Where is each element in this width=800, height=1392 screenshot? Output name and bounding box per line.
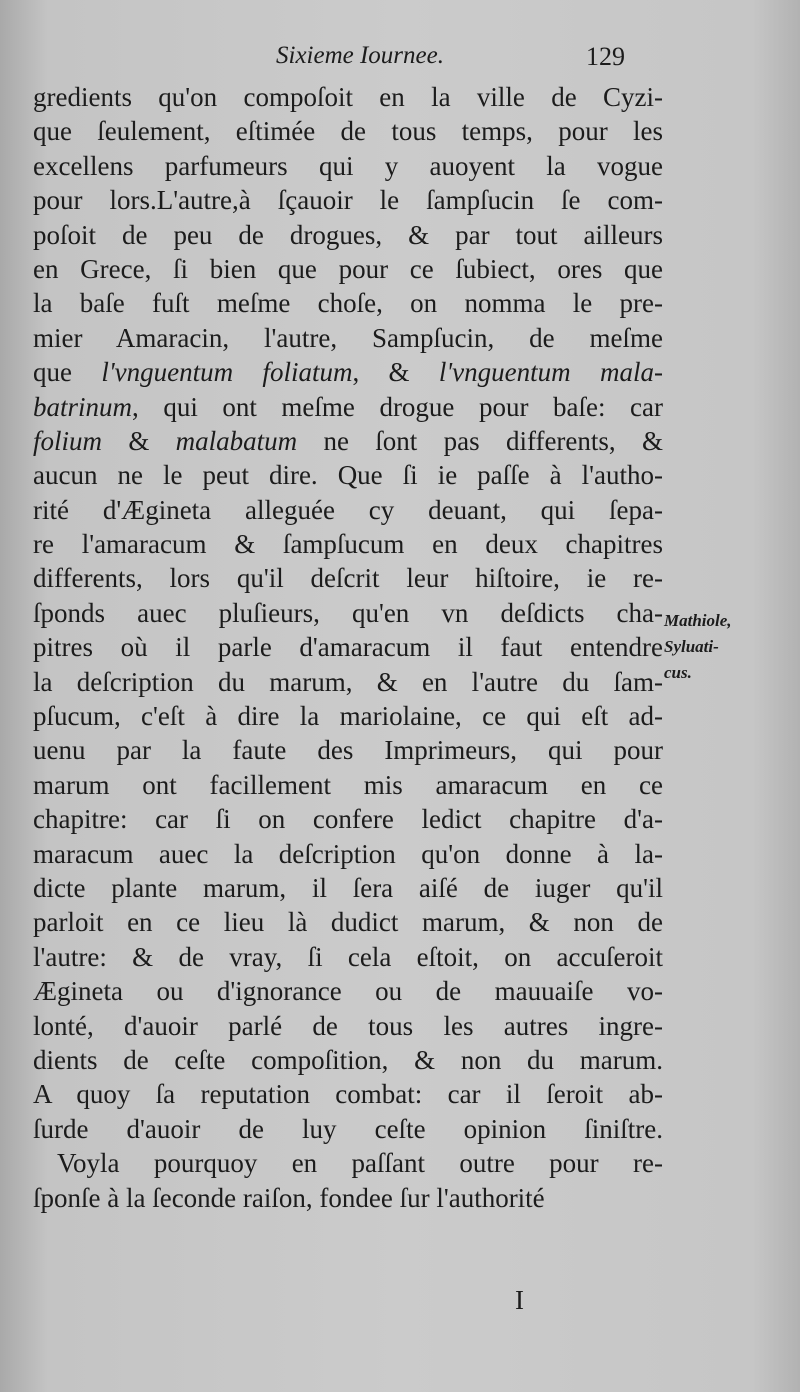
- text-segment: , &: [352, 357, 439, 388]
- text-line: [33, 355, 663, 389]
- text-line: [33, 733, 663, 767]
- text-segment: pitres où il parle d'amaracum il faut entendre: [33, 632, 663, 663]
- text-segment: Ægineta ou d'ignorance ou de mauuaiſe vo-: [33, 976, 663, 1007]
- text-segment: ne ſont pas differents, &: [297, 425, 663, 456]
- text-segment: uenu par la faute des Imprimeurs, qui pour: [33, 735, 663, 766]
- running-head-title: Sixieme Iournee.: [276, 42, 444, 69]
- text-line: [33, 218, 663, 252]
- text-line: [33, 596, 663, 630]
- text-segment: ſponds auec pluſieurs, qu'en vn deſdicts cha-: [33, 597, 663, 628]
- text-segment: excellens parfumeurs qui y auoyent la vogue: [33, 150, 663, 181]
- margin-note-line: Syluati-: [664, 637, 719, 656]
- italic-segment: malabatum: [175, 425, 298, 456]
- margin-note: [664, 608, 764, 686]
- text-line: [33, 630, 663, 664]
- text-segment: la baſe fuſt meſme choſe, on nomma le pre-: [33, 288, 663, 319]
- text-segment: mier Amaracin, l'autre, Sampſucin, de meſme: [33, 322, 663, 353]
- text-segment: pour lors.L'autre,à ſçauoir le ſampſucin ſe com-: [33, 185, 663, 216]
- text-line: [33, 424, 663, 458]
- text-segment: marum ont facillement mis amaracum en ce: [33, 769, 663, 800]
- italic-segment: folium: [33, 425, 103, 456]
- text-line: [33, 286, 663, 320]
- text-segment: l'autre: & de vray, ſi cela eſtoit, on accuſeroit: [33, 941, 663, 972]
- text-segment: Voyla pourquoy en paſſant outre pour re-: [57, 1148, 663, 1179]
- text-line: [33, 183, 663, 217]
- text-segment: aucun ne le peut dire. Que ſi ie paſſe à l'autho-: [33, 460, 663, 491]
- text-segment: &: [102, 425, 176, 456]
- text-line: [33, 390, 663, 424]
- italic-segment: batrinum: [33, 391, 133, 422]
- text-line: [33, 1009, 663, 1043]
- italic-segment: l'vnguentum foliatum: [101, 357, 353, 388]
- text-segment: que ſeulement, eſtimée de tous temps, pour les: [33, 116, 663, 147]
- text-line: [33, 871, 663, 905]
- text-segment: en Grece, ſi bien que pour ce ſubiect, ores que: [33, 253, 663, 284]
- text-segment: , qui ont meſme drogue pour baſe: car: [132, 391, 663, 422]
- italic-segment: l'vnguentum mala-: [438, 357, 663, 388]
- text-line: [33, 802, 663, 836]
- text-segment: gredients qu'on compoſoit en la ville de Cyzi-: [33, 82, 663, 112]
- text-line: [33, 80, 663, 114]
- text-line: [33, 114, 663, 148]
- text-segment: dicte plante marum, il ſera aiſé de iuger qu'il: [33, 872, 663, 903]
- text-segment: rité d'Ægineta alleguée cy deuant, qui ſepa-: [33, 494, 663, 525]
- text-segment: differents, lors qu'il deſcrit leur hiſtoire, ie re-: [33, 563, 663, 594]
- text-line: [33, 940, 663, 974]
- text-segment: maracum auec la deſcription qu'on donne à la-: [33, 838, 663, 869]
- text-segment: parloit en ce lieu là dudict marum, & non de: [33, 907, 663, 938]
- text-line: [33, 1043, 663, 1077]
- text-segment: re l'amaracum & ſampſucum en deux chapitres: [33, 529, 663, 560]
- text-line: [33, 458, 663, 492]
- text-line: [33, 1112, 663, 1146]
- text-line: [33, 974, 663, 1008]
- text-line: [33, 493, 663, 527]
- text-line: [33, 768, 663, 802]
- text-line: [33, 665, 663, 699]
- text-line: [33, 1077, 663, 1111]
- margin-note-line: cus.: [664, 663, 692, 682]
- text-segment: que: [33, 357, 102, 388]
- catchword: I: [515, 1285, 524, 1315]
- body-text: [33, 80, 663, 1215]
- text-line: [33, 699, 663, 733]
- text-segment: ſponſe à la ſeconde raiſon, fondee ſur l'authorité: [33, 1182, 545, 1213]
- text-segment: chapitre: car ſi on confere ledict chapitre d'a-: [33, 804, 663, 835]
- running-head: [0, 28, 800, 71]
- text-segment: la deſcription du marum, & en l'autre du ſam-: [33, 666, 663, 697]
- text-line: [33, 149, 663, 183]
- text-segment: poſoit de peu de drogues, & par tout ailleurs: [33, 219, 663, 250]
- text-line: [33, 252, 663, 286]
- text-segment: lonté, d'auoir parlé de tous les autres ingre-: [33, 1010, 663, 1041]
- text-segment: pſucum, c'eſt à dire la mariolaine, ce qui eſt ad-: [33, 701, 663, 732]
- text-line: [33, 321, 663, 355]
- margin-note-line: Mathiole,: [664, 611, 732, 630]
- text-line: [33, 1146, 663, 1180]
- text-segment: ſurde d'auoir de luy ceſte opinion ſiniſtre.: [33, 1113, 663, 1144]
- text-line: [33, 1181, 663, 1215]
- text-line: [33, 561, 663, 595]
- text-line: [33, 527, 663, 561]
- text-line: [33, 905, 663, 939]
- text-segment: dients de ceſte compoſition, & non du marum.: [33, 1044, 663, 1075]
- page-number: 129: [586, 42, 625, 71]
- text-segment: A quoy ſa reputation combat: car il ſeroit ab-: [33, 1079, 663, 1110]
- text-line: [33, 837, 663, 871]
